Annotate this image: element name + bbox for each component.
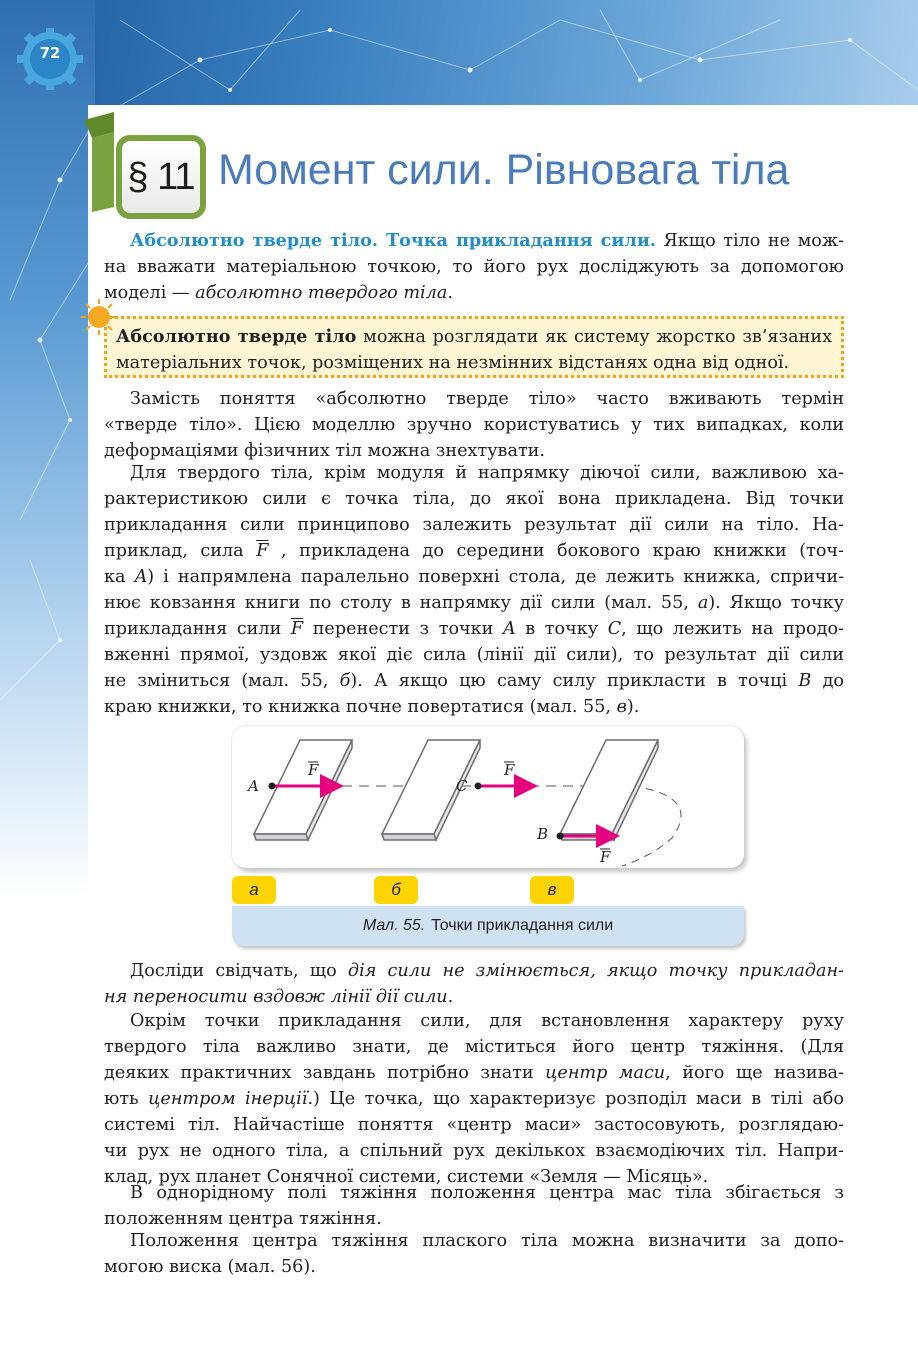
text-line: твердого тіла важливо знати, де міститься його центр тяжіння. (Для bbox=[104, 1037, 844, 1057]
text-line: системі тіл. Найчастіше поняття «центр маси» застосовують, розглядаю- bbox=[104, 1115, 844, 1135]
paragraph-center-of-mass bbox=[104, 1008, 844, 1190]
text-line: клад, рух планет Сонячної системи, системи «Земля — Місяць». bbox=[104, 1167, 709, 1187]
figure-label-b: б bbox=[374, 876, 418, 904]
force-label-b: F bbox=[504, 761, 515, 779]
text-line: прикладання сили принципово залежить результат дії сили на тіло. На- bbox=[104, 515, 844, 535]
book-a bbox=[254, 740, 352, 840]
text-line: не зміниться (мал. 55, б). А якщо цю саму силу прикласти в точці B до bbox=[104, 671, 844, 691]
point-a-dot bbox=[269, 783, 276, 790]
paragraph-gravity-field bbox=[104, 1180, 844, 1232]
text-line: Досліди свідчать, що дія сили не змінюється, якщо точку прикладан- bbox=[130, 961, 844, 981]
point-b-dot bbox=[557, 833, 564, 840]
point-c-label: C bbox=[456, 777, 468, 795]
paragraph-experiments bbox=[104, 958, 844, 1010]
text-line: деяких практичних завдань потрібно знати центр маси, його ще назива- bbox=[104, 1063, 844, 1083]
text-line: ють центром інерції.) Це точка, що характеризує розподіл маси в тілі або bbox=[104, 1089, 844, 1109]
text-line: матеріальних точок, розміщених на незмінних відстанях одна від одної. bbox=[116, 353, 790, 373]
text-line: приклад, сила $\overline{F}$ , прикладена до середини бокового краю книжки (точ- bbox=[104, 541, 844, 561]
figure-caption bbox=[232, 906, 744, 946]
caption-text: Точки прикладання сили bbox=[431, 917, 614, 934]
force-label-a: F bbox=[308, 761, 319, 779]
intro-paragraph bbox=[104, 228, 844, 306]
text-line: на вважати матеріальною точкою, то його рух досліджують за допомогою bbox=[104, 257, 844, 277]
text-line: Абсолютно тверде тіло. Точка прикладання сили. Якщо тіло не мож- bbox=[130, 230, 844, 251]
figure-books-forces bbox=[232, 726, 744, 876]
book-c bbox=[560, 740, 658, 840]
text-line: вженні прямої, уздовж якої діє сила (лінії дії сили), то результат дії сили bbox=[104, 645, 844, 665]
point-b-label: B bbox=[537, 825, 549, 843]
text-line: краю книжки, то книжка почне повертатися (мал. 55, в). bbox=[104, 697, 640, 717]
paragraph-model bbox=[104, 386, 844, 464]
paragraph-application-point bbox=[104, 460, 844, 720]
text-line: Для твердого тіла, крім модуля й напрямку діючої сили, важливою ха- bbox=[130, 463, 844, 483]
text-line: прикладання сили $\overline{F}$ перенести з точки A в точку C, що лежить на продо- bbox=[104, 619, 845, 639]
point-a-label: A bbox=[248, 777, 259, 795]
text-line: деформаціями фізичних тіл можна знехтувати. bbox=[104, 441, 545, 461]
text-line: нює ковзання книги по столу в напрямку дії сили (мал. 55, а). Якщо точку bbox=[104, 593, 845, 613]
sun-icon bbox=[80, 298, 118, 336]
text-line: Замість поняття «абсолютно тверде тіло» часто вживають термін bbox=[130, 389, 844, 409]
section-number-badge: § 11 bbox=[116, 135, 206, 219]
point-c-dot bbox=[475, 783, 482, 790]
text-line: моделі — абсолютно твердого тіла. bbox=[104, 283, 453, 303]
text-line: Окрім точки прикладання сили, для встановлення характеру руху bbox=[130, 1011, 844, 1031]
page-number: 72 bbox=[39, 44, 61, 62]
definition-text bbox=[116, 324, 832, 376]
text-line: ня переносити вздовж лінії дії сили. bbox=[104, 987, 454, 1007]
force-label-c: F bbox=[600, 848, 611, 866]
chapter-title: Момент сили. Рівновага тіла bbox=[218, 146, 790, 194]
text-line: Абсолютно тверде тіло можна розглядати як систему жорстко зв’язаних bbox=[116, 326, 832, 347]
text-line: чи рух не одного тіла, а спільний рух декількох взаємодіючих тіл. Напри- bbox=[104, 1141, 844, 1161]
text-line: рактеристикою сили є точка тіла, до якої вона прикладена. Від точки bbox=[104, 489, 844, 509]
figure-label-a: а bbox=[232, 876, 276, 904]
paragraph-plumb-line bbox=[104, 1228, 844, 1280]
caption-number: Мал. 55. bbox=[362, 917, 426, 934]
text-line: Положення центра тяжіння плаского тіла можна визначити за допо- bbox=[130, 1231, 844, 1251]
text-line: ка A) і напрямлена паралельно поверхні стола, де лежить книжка, спричи- bbox=[104, 567, 845, 587]
figure-label-c: в bbox=[530, 876, 574, 904]
text-line: могою виска (мал. 56). bbox=[104, 1257, 316, 1277]
text-line: В однорідному полі тяжіння положення центра мас тіла збігається з bbox=[130, 1183, 844, 1203]
text-line: «тверде тіло». Цією моделлю зручно користуватись у тих випадках, коли bbox=[104, 415, 844, 435]
text-line: положенням центра тяжіння. bbox=[104, 1209, 382, 1229]
